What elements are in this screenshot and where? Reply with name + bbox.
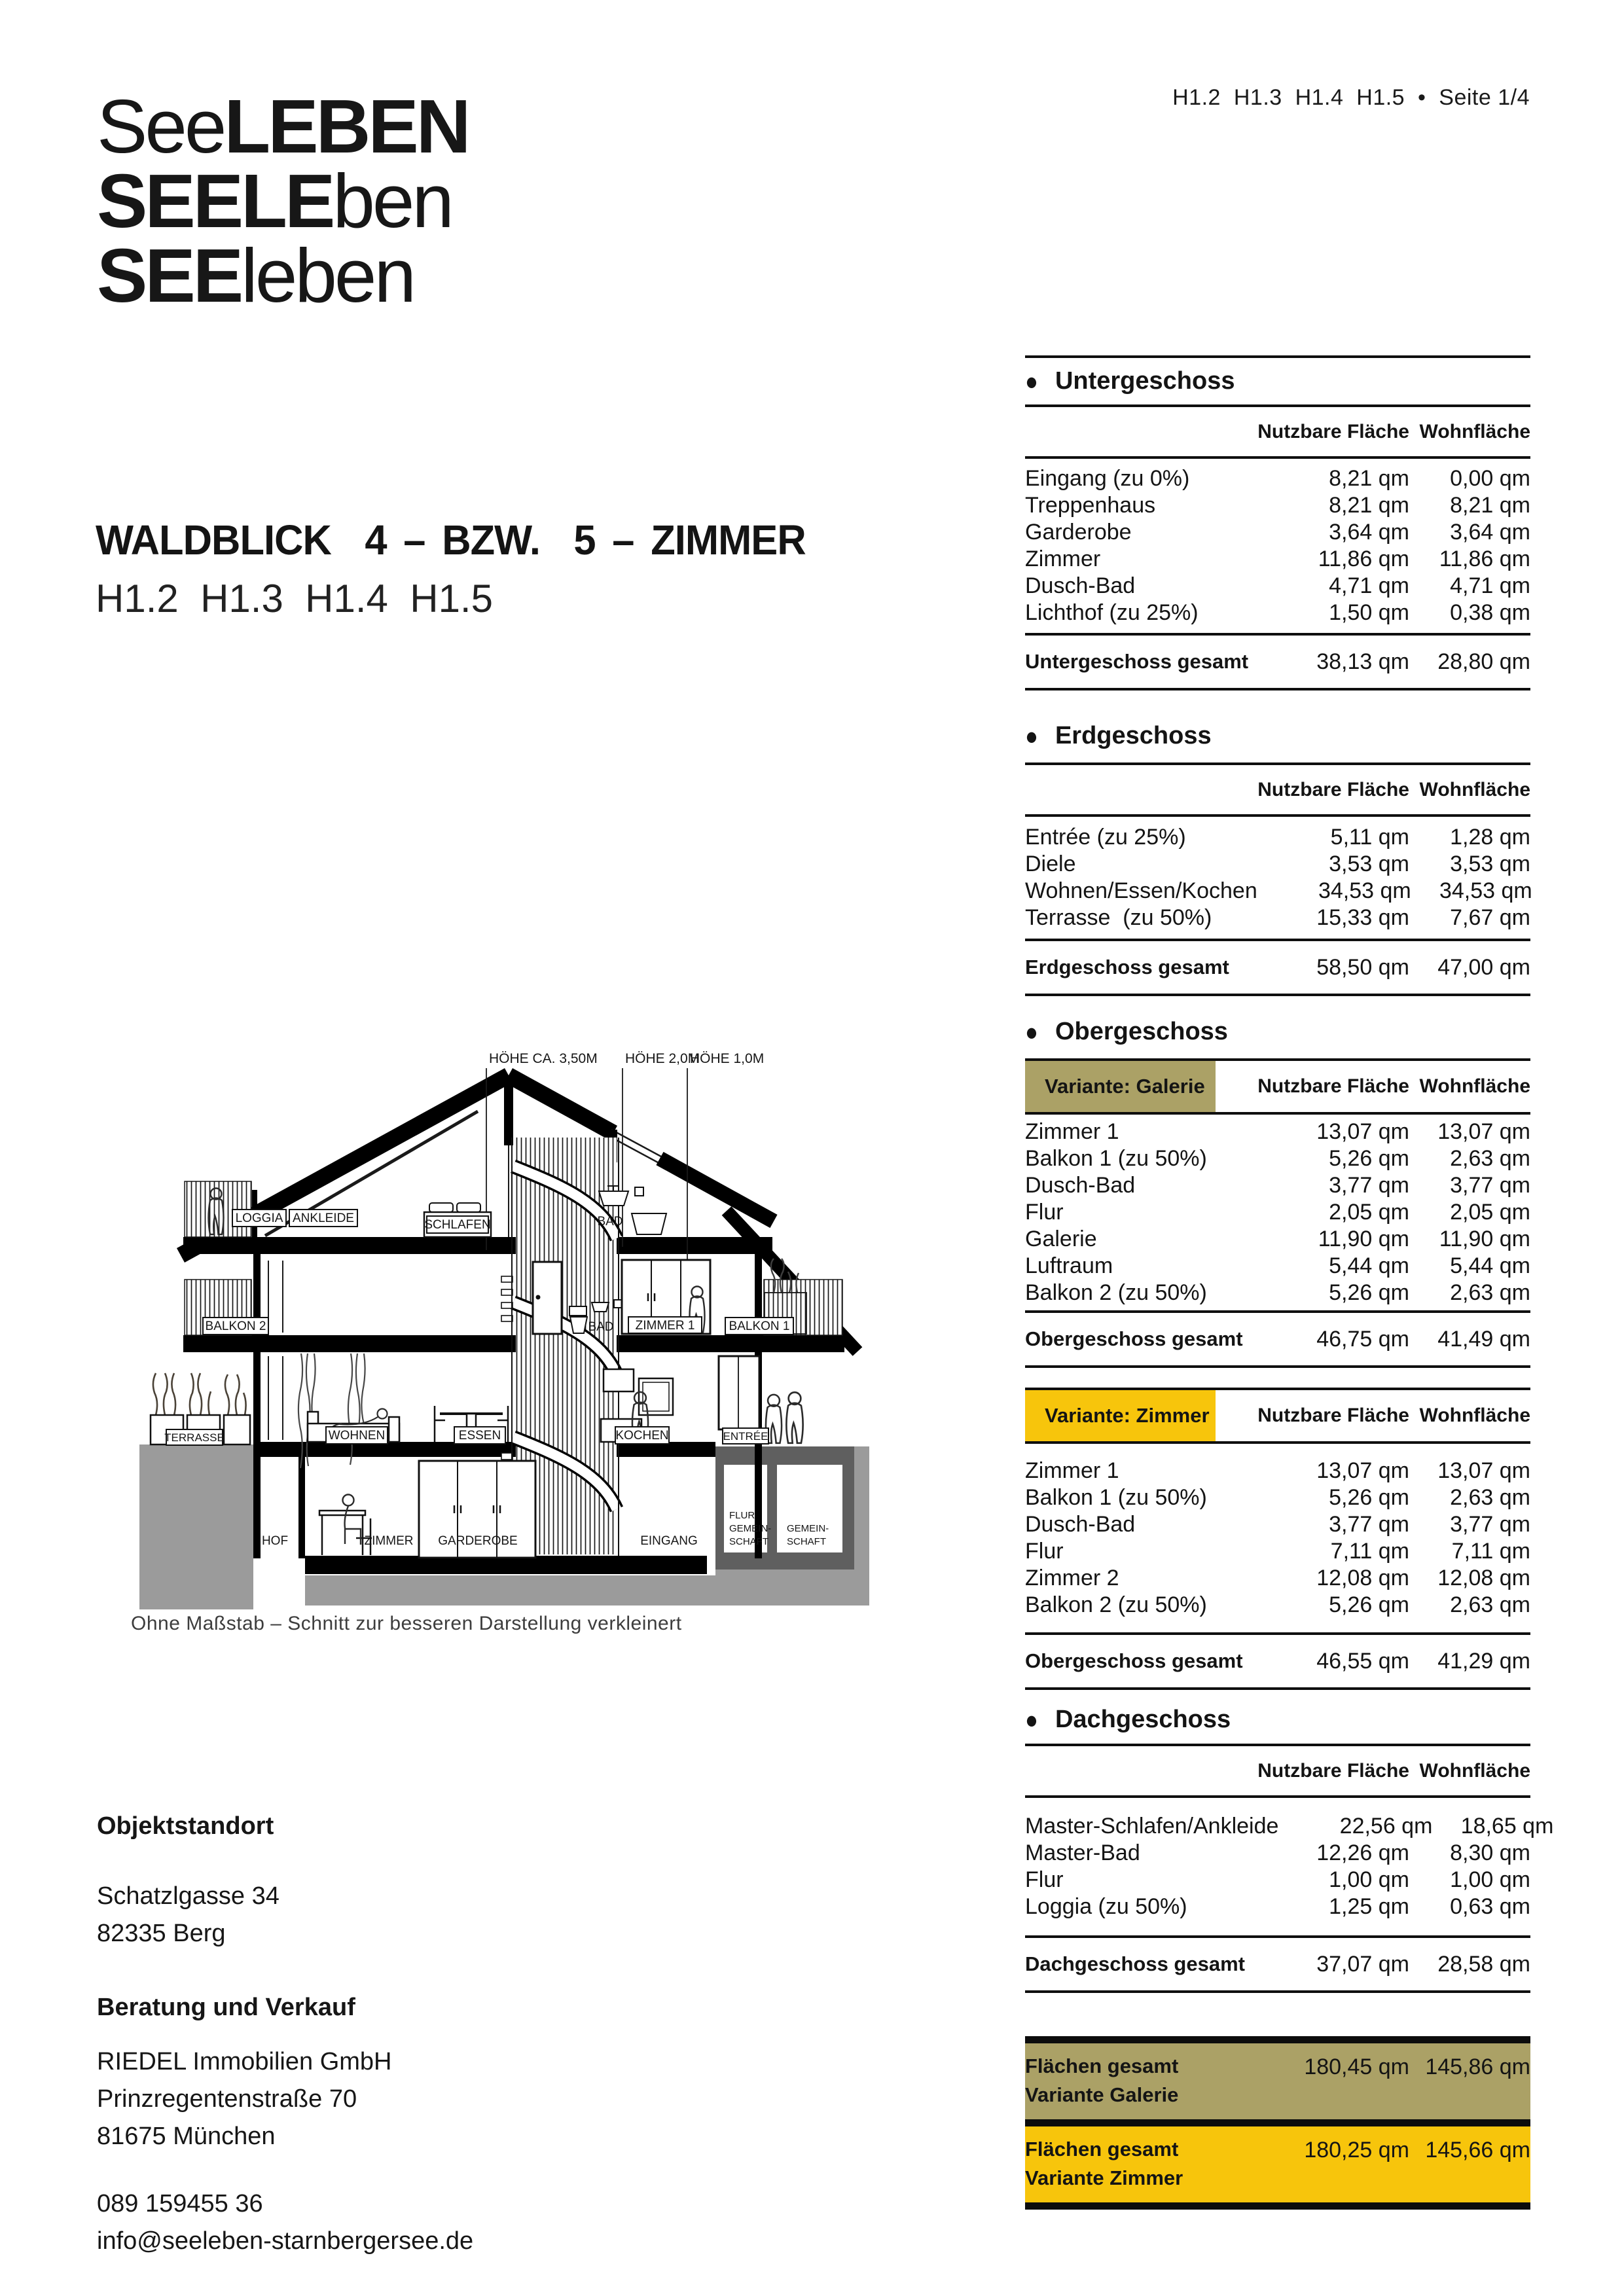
area-value: 5,26 qm [1329, 1280, 1409, 1305]
title-block [96, 516, 835, 621]
room-label: LOGGIA [235, 1211, 283, 1225]
totals-label [1025, 2054, 1255, 2107]
room-label: WOHNEN [328, 1429, 386, 1443]
col-nutzbare-flaeche: Nutzbare Fläche [1257, 1759, 1409, 1782]
table-row [1025, 1119, 1530, 1145]
totals-galerie [1025, 2043, 1530, 2119]
area-value: 11,86 qm [1439, 547, 1530, 571]
variant-chip-galerie: Variante: Galerie [1025, 1061, 1216, 1112]
variant-header-galerie [1025, 1061, 1530, 1112]
column-headers [1025, 407, 1530, 456]
table-rows [1025, 1115, 1530, 1310]
room-label: BAD [588, 1320, 614, 1334]
area-value: 13,07 qm [1316, 1458, 1409, 1483]
contact-company-city: 81675 München [97, 2123, 276, 2150]
area-value: 8,30 qm [1450, 1840, 1530, 1865]
drawing-caption: Ohne Maßstab – Schnitt zur besseren Darstellung verkleinert [131, 1613, 682, 1634]
area-value: 34,53 qm [1439, 878, 1532, 903]
height-annotation: HÖHE CA. 3,50M [489, 1051, 598, 1066]
area-value: 13,07 qm [1437, 1458, 1530, 1483]
column-headers [1255, 1061, 1530, 1112]
area-value: 11,90 qm [1439, 1227, 1530, 1251]
section-title-text: Erdgeschoss [1055, 721, 1212, 749]
totals-label [1025, 2138, 1255, 2190]
area-value: 22,56 qm [1339, 1814, 1433, 1839]
room-label: GARDEROBE [438, 1534, 518, 1548]
contact-heading-location: Objektstandort [97, 1812, 274, 1840]
contact-phone: 089 159455 36 [97, 2190, 263, 2217]
room-label: BALKON 1 [729, 1319, 790, 1333]
seeleben-logo [97, 84, 469, 318]
room-label: Luftraum [1025, 1253, 1113, 1278]
contact-email: info@seeleben-starnbergersee.de [97, 2227, 474, 2255]
table-row [1025, 1226, 1530, 1253]
room-label: GEMEIN- [787, 1523, 829, 1534]
table-row [1025, 1280, 1530, 1306]
contact-block [97, 1808, 473, 2260]
total-value: 41,29 qm [1437, 1648, 1530, 1674]
totals-value: 180,45 qm [1304, 2054, 1409, 2079]
table-row [1025, 1592, 1530, 1619]
area-value: 3,77 qm [1450, 1173, 1530, 1198]
contact-heading-sales: Beratung und Verkauf [97, 1994, 355, 2021]
ground-left [139, 1444, 253, 1609]
slab-og [183, 1335, 844, 1352]
height-annotation: HÖHE 1,0M [690, 1051, 765, 1066]
column-headers [1255, 1390, 1530, 1441]
total-value: 28,58 qm [1437, 1951, 1530, 1977]
col-nutzbare-flaeche: Nutzbare Fläche [1257, 1075, 1409, 1097]
total-label: Obergeschoss gesamt [1025, 1327, 1243, 1350]
area-value: 15,33 qm [1316, 905, 1409, 930]
height-annotation: HÖHE 2,0M [625, 1051, 700, 1066]
room-label: Balkon 2 (zu 50%) [1025, 1592, 1207, 1617]
area-value: 0,00 qm [1450, 466, 1530, 491]
section-title-erdgeschoss [1025, 691, 1530, 762]
table-row [1025, 878, 1530, 905]
area-value: 2,63 qm [1450, 1592, 1530, 1617]
section-title-text: Dachgeschoss [1055, 1705, 1231, 1733]
area-value: 4,71 qm [1450, 573, 1530, 598]
wall-lightwell [298, 1457, 305, 1558]
room-label: GEMEIN- [729, 1523, 772, 1534]
table-row [1025, 465, 1530, 492]
totals-divider [1025, 2036, 1530, 2043]
total-label: Obergeschoss gesamt [1025, 1649, 1243, 1672]
room-label: Treppenhaus [1025, 493, 1156, 518]
column-headers [1025, 1746, 1530, 1795]
room-label: SCHAFT [787, 1536, 826, 1547]
room-label: ESSEN [458, 1429, 501, 1443]
table-row [1025, 1145, 1530, 1172]
room-label: Loggia (zu 50%) [1025, 1894, 1187, 1919]
room-label: Eingang (zu 0%) [1025, 466, 1190, 491]
table-row [1025, 1199, 1530, 1226]
col-nutzbare-flaeche: Nutzbare Fläche [1257, 420, 1409, 442]
table-row [1025, 1253, 1530, 1280]
roof-ridge-post [504, 1079, 513, 1145]
section-title-text: Untergeschoss [1055, 367, 1235, 395]
totals-divider [1025, 2202, 1530, 2210]
table-row [1025, 1840, 1530, 1867]
area-value: 11,86 qm [1318, 547, 1409, 571]
room-label: TERRASSE [164, 1431, 225, 1444]
page-title: WALDBLICK 4 – BZW. 5 – ZIMMER [96, 516, 806, 564]
area-value: 3,77 qm [1329, 1512, 1409, 1537]
table-row [1025, 1867, 1530, 1893]
room-label: EINGANG [640, 1534, 698, 1548]
total-value: 28,80 qm [1437, 649, 1530, 674]
total-value: 41,49 qm [1437, 1326, 1530, 1352]
totals-line1: Flächen gesamt [1025, 2054, 1179, 2077]
table-row [1025, 1511, 1530, 1538]
room-label: Master-Bad [1025, 1840, 1140, 1865]
totals-value: 145,66 qm [1425, 2138, 1530, 2162]
roof-right-slope [509, 1075, 613, 1133]
section-title-text: Obergeschoss [1055, 1018, 1228, 1045]
room-label: ZIMMER 1 [635, 1319, 695, 1333]
room-label: Terrasse (zu 50%) [1025, 905, 1212, 930]
area-value: 2,63 qm [1450, 1280, 1530, 1305]
room-label: Dusch-Bad [1025, 1173, 1136, 1198]
logo-line-1 [97, 84, 469, 169]
table-row [1025, 1172, 1530, 1199]
room-label: Zimmer 1 [1025, 1119, 1119, 1144]
room-label: Zimmer 2 [1025, 1566, 1119, 1590]
area-value: 12,08 qm [1316, 1566, 1409, 1590]
table-rows [1025, 459, 1530, 633]
area-value: 8,21 qm [1450, 493, 1530, 518]
room-label: Garderobe [1025, 520, 1132, 545]
area-value: 12,08 qm [1437, 1566, 1530, 1590]
logo-text-bold: SEELE [97, 158, 333, 243]
total-row [1025, 1313, 1530, 1365]
area-value: 1,00 qm [1450, 1867, 1530, 1892]
variant-chip-zimmer: Variante: Zimmer [1025, 1390, 1216, 1441]
entree-door [719, 1356, 759, 1429]
room-label: ZIMMER [364, 1534, 414, 1548]
area-value: 3,77 qm [1450, 1512, 1530, 1537]
room-label: Zimmer [1025, 547, 1101, 571]
totals-zimmer [1025, 2126, 1530, 2202]
room-label: Balkon 1 (zu 50%) [1025, 1146, 1207, 1171]
totals-divider [1025, 2119, 1530, 2126]
total-value: 46,55 qm [1316, 1648, 1409, 1674]
area-value: 5,26 qm [1329, 1592, 1409, 1617]
contact-company: RIEDEL Immobilien GmbH [97, 2048, 392, 2075]
total-value: 47,00 qm [1437, 954, 1530, 980]
area-value: 4,71 qm [1329, 573, 1409, 598]
area-value: 0,63 qm [1450, 1894, 1530, 1919]
spacer [1025, 1993, 1530, 2036]
logo-line-2 [97, 158, 469, 243]
room-label: BAD [597, 1215, 623, 1229]
total-value: 38,13 qm [1316, 649, 1409, 674]
contact-address-city: 82335 Berg [97, 1920, 226, 1947]
area-value: 1,50 qm [1329, 600, 1409, 625]
room-label: Galerie [1025, 1227, 1097, 1251]
table-row [1025, 905, 1530, 931]
total-value: 46,75 qm [1316, 1326, 1409, 1352]
table-rows [1025, 817, 1530, 939]
totals-line2: Variante Galerie [1025, 2083, 1179, 2106]
logo-text: See [97, 84, 225, 169]
wall-left [253, 1254, 261, 1558]
contact-address-street: Schatzlgasse 34 [97, 1882, 280, 1910]
area-value: 7,11 qm [1330, 1539, 1409, 1564]
total-label: Erdgeschoss gesamt [1025, 956, 1229, 978]
area-value: 8,21 qm [1329, 466, 1409, 491]
total-value: 58,50 qm [1316, 954, 1409, 980]
room-label: Dusch-Bad [1025, 1512, 1136, 1537]
area-value: 1,00 qm [1329, 1867, 1409, 1892]
room-label: Flur [1025, 1539, 1064, 1564]
room-label: HOF [261, 1534, 289, 1548]
col-wohnflaeche: Wohnfläche [1419, 1075, 1530, 1097]
area-value: 7,67 qm [1450, 905, 1530, 930]
ground-right-low [715, 1570, 869, 1605]
logo-text: ben [333, 158, 452, 243]
roof-right-lower [660, 1158, 774, 1221]
bullet-icon: ● [1025, 1705, 1038, 1734]
logo-text: leben [241, 233, 414, 318]
contact-company-street: Prinzregentenstraße 70 [97, 2085, 357, 2113]
table-row [1025, 492, 1530, 519]
room-label: SCHLAFEN [424, 1218, 491, 1232]
logo-text-bold: SEE [97, 233, 242, 318]
room-label: SCHAFT [729, 1536, 768, 1547]
area-value: 13,07 qm [1316, 1119, 1409, 1144]
table-row [1025, 824, 1530, 851]
total-row [1025, 1635, 1530, 1687]
total-row [1025, 636, 1530, 688]
total-row [1025, 941, 1530, 994]
room-label: Dusch-Bad [1025, 573, 1136, 598]
table-row [1025, 519, 1530, 546]
area-value: 0,38 qm [1450, 600, 1530, 625]
spacer [1025, 1368, 1530, 1388]
variant-header-zimmer [1025, 1390, 1530, 1441]
table-rows [1025, 1444, 1530, 1632]
total-value: 37,07 qm [1316, 1951, 1409, 1977]
area-value: 3,53 qm [1329, 852, 1409, 876]
bullet-icon: ● [1025, 721, 1038, 750]
area-value: 18,65 qm [1460, 1814, 1554, 1839]
table-row [1025, 1458, 1530, 1484]
area-value: 2,63 qm [1450, 1485, 1530, 1510]
room-label: FLUR [729, 1510, 755, 1521]
ground-right-edge [854, 1446, 869, 1605]
area-value: 5,26 qm [1329, 1485, 1409, 1510]
room-label: Wohnen/Essen/Kochen [1025, 878, 1257, 903]
col-wohnflaeche: Wohnfläche [1419, 1759, 1530, 1782]
section-title-dachgeschoss [1025, 1690, 1530, 1744]
room-label: BALKON 2 [205, 1319, 266, 1333]
room-label: ENTRÉE [723, 1430, 768, 1443]
room-label: Balkon 1 (zu 50%) [1025, 1485, 1207, 1510]
area-value: 5,44 qm [1329, 1253, 1409, 1278]
col-wohnflaeche: Wohnfläche [1419, 420, 1530, 442]
table-row [1025, 1813, 1554, 1840]
room-label: Lichthof (zu 25%) [1025, 600, 1199, 625]
area-value: 3,64 qm [1450, 520, 1530, 545]
person-seated [343, 1495, 361, 1545]
table-rows [1025, 1798, 1554, 1935]
totals-value: 180,25 qm [1304, 2138, 1409, 2162]
area-value: 8,21 qm [1329, 493, 1409, 518]
table-row [1025, 851, 1530, 878]
room-label: Flur [1025, 1867, 1064, 1892]
area-value: 2,05 qm [1329, 1200, 1409, 1225]
area-tables [1025, 355, 1554, 2210]
area-value: 3,53 qm [1450, 852, 1530, 876]
area-value: 11,90 qm [1318, 1227, 1409, 1251]
building-section-drawing [111, 995, 929, 1653]
table-row [1025, 1538, 1530, 1565]
room-label: ANKLEIDE [293, 1211, 354, 1225]
room-label: KOCHEN [615, 1429, 669, 1443]
room-label: Flur [1025, 1200, 1064, 1225]
area-value: 12,26 qm [1316, 1840, 1409, 1865]
room-label: Diele [1025, 852, 1076, 876]
page-header: H1.2 H1.3 H1.4 H1.5 • Seite 1/4 [1172, 85, 1530, 110]
section-title-obergeschoss [1025, 996, 1530, 1058]
area-value: 5,44 qm [1450, 1253, 1530, 1278]
col-wohnflaeche: Wohnfläche [1419, 778, 1530, 800]
bullet-icon: ● [1025, 367, 1038, 395]
totals-line2: Variante Zimmer [1025, 2166, 1183, 2189]
room-label: Entrée (zu 25%) [1025, 825, 1186, 850]
total-row [1025, 1938, 1530, 1990]
col-nutzbare-flaeche: Nutzbare Fläche [1257, 778, 1409, 800]
col-wohnflaeche: Wohnfläche [1419, 1405, 1530, 1426]
logo-line-3 [97, 233, 469, 318]
column-headers [1025, 765, 1530, 814]
bullet-icon: ● [1025, 1018, 1038, 1046]
logo-text-bold: LEBEN [224, 84, 469, 169]
area-value: 13,07 qm [1437, 1119, 1530, 1144]
area-value: 2,63 qm [1450, 1146, 1530, 1171]
table-row [1025, 546, 1530, 573]
col-nutzbare-flaeche: Nutzbare Fläche [1257, 1405, 1409, 1426]
table-row [1025, 1484, 1530, 1511]
page-subtitle: H1.2 H1.3 H1.4 H1.5 [96, 577, 493, 620]
table-row [1025, 1565, 1530, 1592]
section-svg [111, 995, 929, 1649]
area-value: 3,64 qm [1329, 520, 1409, 545]
area-value: 34,53 qm [1318, 878, 1411, 903]
area-value: 7,11 qm [1451, 1539, 1530, 1564]
area-value: 2,05 qm [1450, 1200, 1530, 1225]
table-row [1025, 573, 1530, 600]
person-figure [786, 1392, 803, 1443]
total-label: Dachgeschoss gesamt [1025, 1952, 1245, 1975]
area-value: 5,11 qm [1330, 825, 1409, 850]
slab-dg [183, 1237, 772, 1254]
room-label: Zimmer 1 [1025, 1458, 1119, 1483]
area-value: 1,25 qm [1329, 1894, 1409, 1919]
area-value: 5,26 qm [1329, 1146, 1409, 1171]
room-label: Balkon 2 (zu 50%) [1025, 1280, 1207, 1305]
total-label: Untergeschoss gesamt [1025, 650, 1249, 673]
area-value: 3,77 qm [1329, 1173, 1409, 1198]
totals-line1: Flächen gesamt [1025, 2138, 1179, 2161]
area-value: 1,28 qm [1450, 825, 1530, 850]
ground-under [305, 1575, 715, 1605]
table-row [1025, 1893, 1530, 1920]
section-title-untergeschoss [1025, 358, 1530, 404]
room-label: Master-Schlafen/Ankleide [1025, 1814, 1279, 1839]
table-row [1025, 600, 1530, 626]
totals-value: 145,86 qm [1425, 2054, 1530, 2079]
